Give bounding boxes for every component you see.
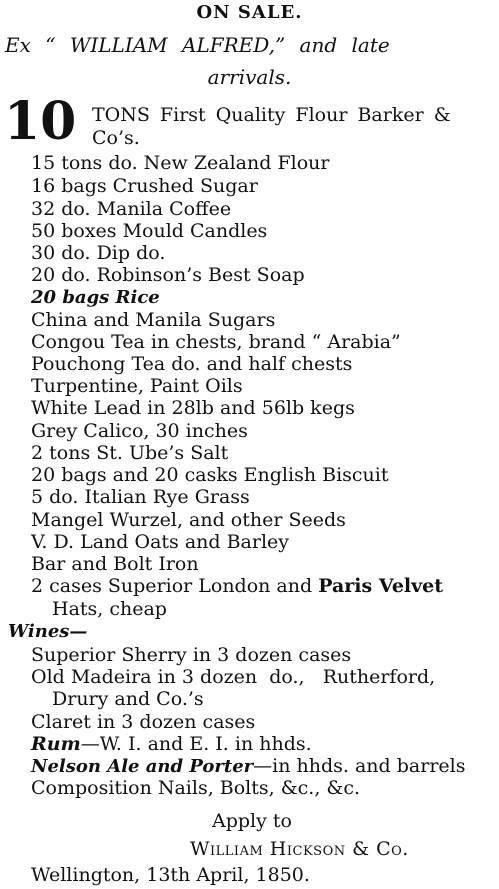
item-line-09: China and Manila Sugars <box>31 309 276 331</box>
item-line-08: 20 bags Rice <box>31 287 160 308</box>
item-line-18: Mangel Wurzel, and other Seeds <box>31 509 346 531</box>
nelson-label: Nelson Ale and Porter <box>31 756 254 777</box>
item-line-13: White Lead in 28lb and 56lb kegs <box>31 397 355 419</box>
item-line-20: Bar and Bolt Iron <box>31 553 199 575</box>
rum-line <box>31 733 312 755</box>
item-line-14: Grey Calico, 30 inches <box>31 420 248 442</box>
merchant-name: William Hickson & Co. <box>190 838 409 860</box>
item-line-15: 2 tons St. Ube’s Salt <box>31 442 229 464</box>
intro-line-2: arrivals. <box>207 65 292 89</box>
item-line-07: 20 do. Robinson’s Best Soap <box>31 264 305 286</box>
item-line-21a: 2 cases Superior London and Paris Velvet <box>31 575 444 597</box>
item-line-06: 30 do. Dip do. <box>31 242 166 264</box>
wine-line-2a: Old Madeira in 3 dozen do., Rutherford, <box>31 666 436 688</box>
item-line-02: 15 tons do. New Zealand Flour <box>31 152 330 174</box>
dateline: Wellington, 13th April, 1850. <box>31 864 310 886</box>
item-line-12: Turpentine, Paint Oils <box>31 375 243 397</box>
item-line-17: 5 do. Italian Rye Grass <box>31 486 250 508</box>
nelson-line <box>31 755 465 778</box>
big-numeral: 10 <box>4 91 77 152</box>
wine-line-1: Superior Sherry in 3 dozen cases <box>31 644 352 666</box>
item-line-19: V. D. Land Oats and Barley <box>31 531 290 553</box>
rum-label: Rum <box>31 733 81 755</box>
nails-line: Composition Nails, Bolts, &c., &c. <box>31 777 360 799</box>
wine-line-3: Claret in 3 dozen cases <box>31 711 256 733</box>
item-line-01b: Co’s. <box>92 127 140 149</box>
nelson-text: —in hhds. and barrels <box>253 755 466 777</box>
rum-text: —W. I. and E. I. in hhds. <box>80 733 312 755</box>
apply-to: Apply to <box>212 810 292 832</box>
item-line-21b: Hats, cheap <box>52 598 167 620</box>
heading: ON SALE. <box>196 2 303 23</box>
item-line-01a: TONS First Quality Flour Barker & <box>92 104 451 126</box>
wine-line-2b: Drury and Co.’s <box>52 688 204 710</box>
item-line-03: 16 bags Crushed Sugar <box>31 175 258 197</box>
item-line-04: 32 do. Manila Coffee <box>31 198 232 220</box>
item-line-05: 50 boxes Mould Candles <box>31 220 268 242</box>
item-line-10: Congou Tea in chests, brand “ Arabia” <box>31 331 401 353</box>
wines-label: Wines— <box>8 621 88 642</box>
intro-line-1: Ex “ WILLIAM ALFRED,” and late <box>5 33 390 57</box>
item-line-11: Pouchong Tea do. and half chests <box>31 353 353 375</box>
item-line-16: 20 bags and 20 casks English Biscuit <box>31 464 389 486</box>
